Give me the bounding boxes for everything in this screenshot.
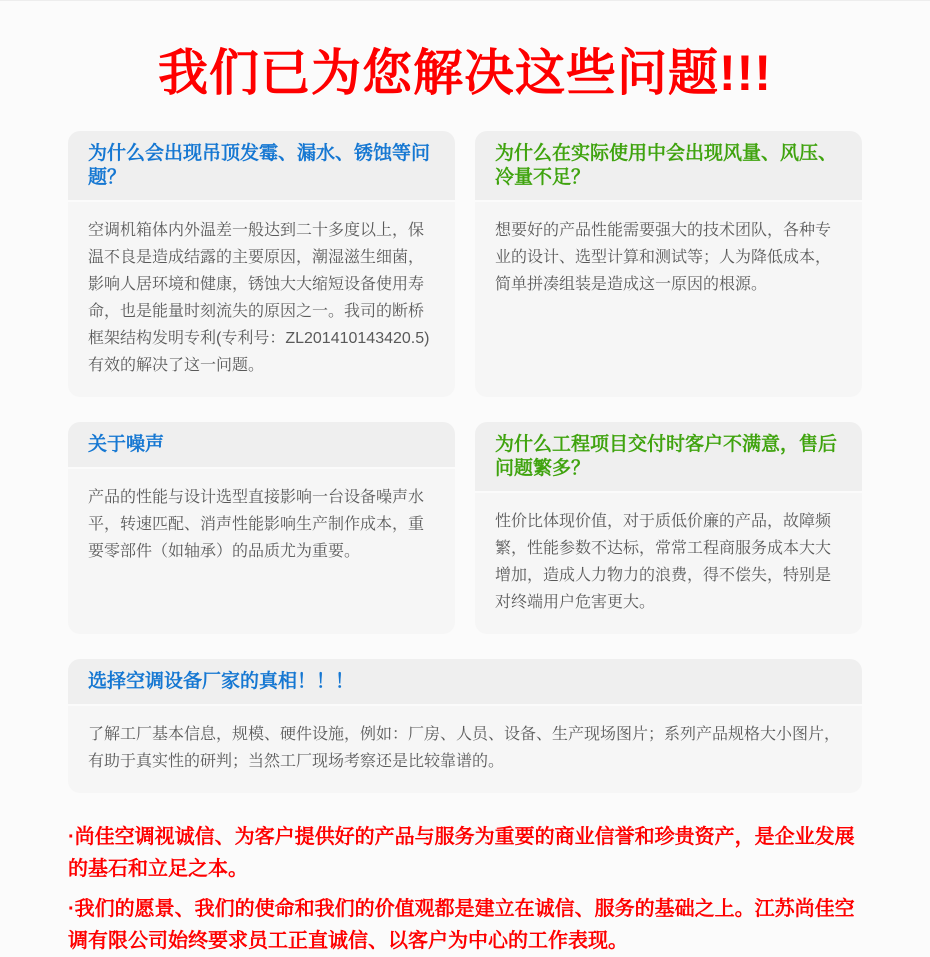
card-body-text: 产品的性能与设计选型直接影响一台设备噪声水平，转速匹配、消声性能影响生产制作成本，重要零部件（如轴承）的品质尤为重要。 xyxy=(68,469,455,634)
card-heading: 为什么工程项目交付时客户不满意，售后问题繁多？ xyxy=(475,422,862,493)
page-title: 我们已为您解决这些问题!!! xyxy=(158,45,772,101)
card-delivery-dissatisfaction-aftersales xyxy=(475,422,862,634)
card-about-noise xyxy=(68,422,455,634)
card-heading: 关于噪声 xyxy=(68,422,455,469)
card-heading: 选择空调设备厂家的真相！！！ xyxy=(68,659,862,706)
company-integrity-notes xyxy=(0,821,930,957)
faq-cards-grid xyxy=(68,131,862,793)
card-body-text: 想要好的产品性能需要强大的技术团队，各种专业的设计、选型计算和测试等；人为降低成本，简单拼凑组装是造成这一原因的根源。 xyxy=(475,202,862,397)
vision-note: ·我们的愿景、我们的使命和我们的价值观都是建立在诚信、服务的基础之上。江苏尚佳空调有限公司始终要求员工正直诚信、以客户为中心的工作表现。 xyxy=(68,898,855,952)
card-ceiling-mold-leak-rust xyxy=(68,131,455,397)
card-airflow-pressure-cooling-shortage xyxy=(475,131,862,397)
card-body-text: 了解工厂基本信息，规模、硬件设施，例如：厂房、人员、设备、生产现场图片；系列产品规格大小图片，有助于真实性的研判；当然工厂现场考察还是比较靠谱的。 xyxy=(68,706,862,793)
integrity-note: ·尚佳空调视诚信、为客户提供好的产品与服务为重要的商业信誉和珍贵资产，是企业发展的基石和立足之本。 xyxy=(68,826,855,880)
card-heading: 为什么会出现吊顶发霉、漏水、锈蚀等问题？ xyxy=(68,131,455,202)
card-body-text: 空调机箱体内外温差一般达到二十多度以上，保温不良是造成结露的主要原因，潮湿滋生细菌，影响人居环境和健康，锈蚀大大缩短设备使用寿命，也是能量时刻流失的原因之一。我司的断桥框架结构发明专利(专利号：ZL201410143420.5)有效的解决了这一问题。 xyxy=(68,202,455,397)
card-heading: 为什么在实际使用中会出现风量、风压、冷量不足？ xyxy=(475,131,862,202)
card-choosing-manufacturer-truth xyxy=(68,659,862,793)
card-body-text: 性价比体现价值，对于质低价廉的产品，故障频繁，性能参数不达标，常常工程商服务成本大大增加，造成人力物力的浪费，得不偿失，特别是对终端用户危害更大。 xyxy=(475,493,862,634)
